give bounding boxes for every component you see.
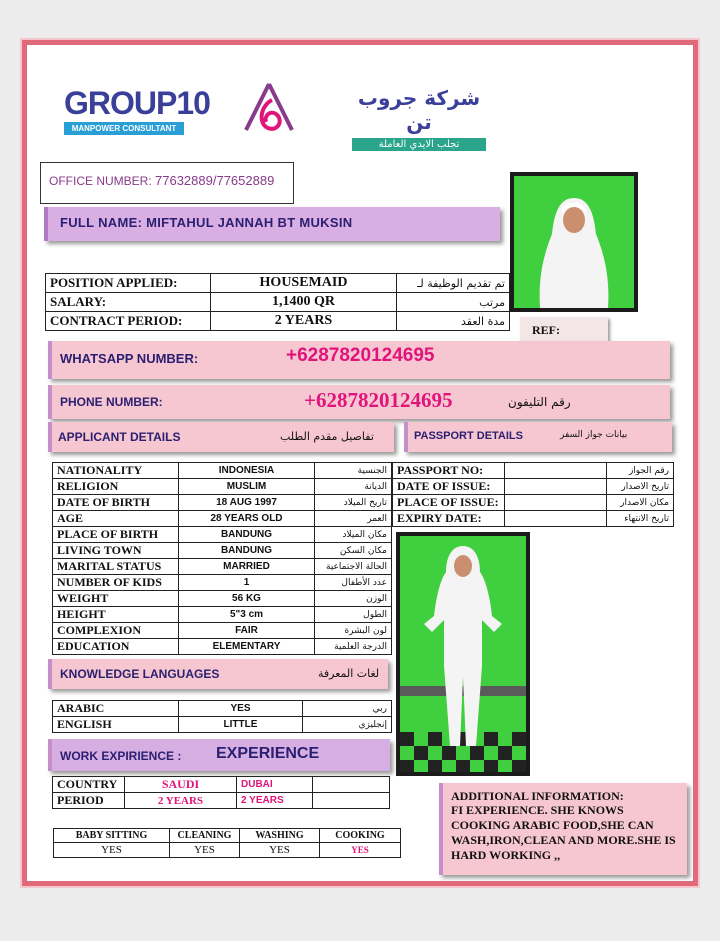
phone-label: PHONE NUMBER:	[60, 395, 163, 409]
additional-info-title: ADDITIONAL INFORMATION:	[451, 789, 624, 803]
applicant-ar: عدد الأطفال	[315, 575, 392, 591]
languages-table	[52, 700, 392, 733]
passport-row	[393, 511, 674, 527]
applicant-details-bar	[48, 422, 394, 452]
passport-value	[505, 463, 607, 479]
work-experience-value: EXPERIENCE	[216, 745, 320, 762]
skill-label-washing: WASHING	[240, 829, 320, 843]
position-value: HOUSEMAID	[211, 274, 397, 293]
office-number-value: 77632889/77652889	[155, 173, 275, 188]
applicant-ar: الديانة	[315, 479, 392, 495]
passport-table	[392, 462, 674, 527]
full-name-bar	[44, 207, 500, 241]
applicant-ar: تاريخ الميلاد	[315, 495, 392, 511]
logo-main-text: GROUP10	[64, 85, 210, 121]
ref-label: REF:	[532, 323, 560, 337]
applicant-row	[53, 543, 392, 559]
passport-details-bar	[404, 422, 672, 452]
position-label: POSITION APPLIED:	[46, 274, 211, 293]
period-label: PERIOD	[53, 793, 125, 809]
language-row	[53, 701, 392, 717]
applicant-label: PLACE OF BIRTH	[53, 527, 179, 543]
applicant-label: LIVING TOWN	[53, 543, 179, 559]
country-3	[313, 777, 390, 793]
period-3	[313, 793, 390, 809]
language-ar: ربي	[303, 701, 392, 717]
applicant-label: NUMBER OF KIDS	[53, 575, 179, 591]
passport-value	[505, 479, 607, 495]
applicant-table	[52, 462, 392, 655]
applicant-value: 28 YEARS OLD	[179, 511, 315, 527]
passport-row	[393, 479, 674, 495]
applicant-value: 5"3 cm	[179, 607, 315, 623]
portrait-photo	[510, 172, 638, 312]
applicant-row	[53, 527, 392, 543]
position-label: SALARY:	[46, 293, 211, 312]
skill-label-cleaning: CLEANING	[170, 829, 240, 843]
office-number-label: OFFICE NUMBER:	[49, 174, 156, 188]
applicant-row	[53, 575, 392, 591]
position-table	[45, 273, 510, 331]
position-row	[46, 312, 510, 331]
applicant-value: MUSLIM	[179, 479, 315, 495]
phone-number: +6287820124695	[304, 388, 453, 412]
position-row	[46, 293, 510, 312]
passport-label: PASSPORT NO:	[393, 463, 505, 479]
applicant-row	[53, 479, 392, 495]
applicant-row	[53, 591, 392, 607]
applicant-ar: الحالة الاجتماعية	[315, 559, 392, 575]
phone-label-ar: رقم التليفون	[508, 395, 571, 409]
work-experience-label: WORK EXPIRIENCE :	[60, 749, 182, 763]
arabic-company-sub: تجلب الايدي العاملة	[352, 138, 486, 151]
arabic-company-name: شركة جروب تن	[357, 86, 481, 134]
whatsapp-label: WHATSAPP NUMBER:	[60, 351, 199, 366]
applicant-label: NATIONALITY	[53, 463, 179, 479]
whatsapp-bar	[48, 341, 670, 379]
country-label: COUNTRY	[53, 777, 125, 793]
applicant-label: DATE OF BIRTH	[53, 495, 179, 511]
applicant-value: BANDUNG	[179, 543, 315, 559]
passport-label: DATE OF ISSUE:	[393, 479, 505, 495]
language-value: YES	[179, 701, 303, 717]
logo-sub-text: MANPOWER CONSULTANT	[64, 122, 184, 135]
whatsapp-number: +6287820124695	[286, 345, 435, 366]
position-row	[46, 274, 510, 293]
person-full-figure-icon	[400, 536, 526, 772]
passport-ar: مكان الاصدار	[607, 495, 674, 511]
applicant-row	[53, 623, 392, 639]
passport-row	[393, 463, 674, 479]
applicant-row	[53, 495, 392, 511]
passport-details-ar: بيانات جواز السفر	[560, 430, 628, 440]
passport-value	[505, 511, 607, 527]
language-ar: إنجليزي	[303, 717, 392, 733]
applicant-value: 18 AUG 1997	[179, 495, 315, 511]
applicant-ar: لون البشرة	[315, 623, 392, 639]
language-label: ENGLISH	[53, 717, 179, 733]
passport-value	[505, 495, 607, 511]
skill-value-washing: YES	[240, 843, 320, 858]
skill-value-cleaning: YES	[170, 843, 240, 858]
applicant-value: FAIR	[179, 623, 315, 639]
arabic-logo	[352, 86, 486, 150]
applicant-value: INDONESIA	[179, 463, 315, 479]
applicant-label: RELIGION	[53, 479, 179, 495]
passport-row	[393, 495, 674, 511]
phone-bar	[48, 385, 670, 419]
applicant-label: EDUCATION	[53, 639, 179, 655]
applicant-row	[53, 607, 392, 623]
skill-label-baby-sitting: BABY SITTING	[54, 829, 170, 843]
position-ar: مدة العقد	[397, 312, 510, 331]
position-ar: مرتب	[397, 293, 510, 312]
applicant-value: BANDUNG	[179, 527, 315, 543]
applicant-details-label: APPLICANT DETAILS	[58, 430, 181, 444]
applicant-row	[53, 511, 392, 527]
office-number-box	[40, 162, 294, 204]
applicant-ar: الطول	[315, 607, 392, 623]
skill-value-baby-sitting: YES	[54, 843, 170, 858]
applicant-label: HEIGHT	[53, 607, 179, 623]
applicant-ar: مكان السكن	[315, 543, 392, 559]
applicant-value: 56 KG	[179, 591, 315, 607]
full-name-text: FULL NAME: MIFTAHUL JANNAH BT MUKSIN	[60, 215, 353, 230]
passport-ar: تاريخ الانتهاء	[607, 511, 674, 527]
position-label: CONTRACT PERIOD:	[46, 312, 211, 331]
position-value: 1,1400 QR	[211, 293, 397, 312]
country-2: DUBAI	[237, 777, 313, 793]
position-value: 2 YEARS	[211, 312, 397, 331]
passport-details-label: PASSPORT DETAILS	[414, 430, 523, 442]
applicant-label: AGE	[53, 511, 179, 527]
languages-bar	[48, 659, 388, 689]
passport-label: PLACE OF ISSUE:	[393, 495, 505, 511]
applicant-value: MARRIED	[179, 559, 315, 575]
applicant-value: 1	[179, 575, 315, 591]
applicant-label: WEIGHT	[53, 591, 179, 607]
ref-box	[520, 317, 608, 341]
group10-emblem-icon	[242, 80, 296, 138]
skill-value-cooking: YES	[320, 843, 401, 858]
language-value: LITTLE	[179, 717, 303, 733]
applicant-ar: العمر	[315, 511, 392, 527]
language-row	[53, 717, 392, 733]
languages-ar: لغات المعرفة	[318, 667, 380, 680]
position-ar: تم تقديم الوظيفة لـ	[397, 274, 510, 293]
applicant-details-ar: تفاصيل مقدم الطلب	[280, 430, 374, 443]
work-table	[52, 776, 390, 809]
country-1: SAUDI	[125, 777, 237, 793]
applicant-ar: مكان الميلاد	[315, 527, 392, 543]
applicant-row	[53, 559, 392, 575]
applicant-ar: الدرجة العلمية	[315, 639, 392, 655]
work-experience-bar	[48, 739, 390, 771]
applicant-ar: الجنسية	[315, 463, 392, 479]
languages-label: KNOWLEDGE LANGUAGES	[60, 667, 220, 681]
additional-info-body: FI EXPERIENCE. SHE KNOWS COOKING ARABIC FOOD,SHE CAN WASH,IRON,CLEAN AND MORE.SHE IS HARD WORKING ,,	[451, 803, 676, 862]
passport-label: EXPIRY DATE:	[393, 511, 505, 527]
group10-logo	[64, 85, 210, 141]
language-label: ARABIC	[53, 701, 179, 717]
period-2: 2 YEARS	[237, 793, 313, 809]
full-body-photo	[396, 532, 530, 776]
passport-ar: تاريخ الاصدار	[607, 479, 674, 495]
skills-table	[53, 828, 401, 858]
additional-info-box	[439, 783, 687, 875]
skill-label-cooking: COOKING	[320, 829, 401, 843]
period-1: 2 YEARS	[125, 793, 237, 809]
passport-ar: رقم الجواز	[607, 463, 674, 479]
applicant-label: MARITAL STATUS	[53, 559, 179, 575]
applicant-value: ELEMENTARY	[179, 639, 315, 655]
person-figure-icon	[514, 176, 634, 308]
applicant-label: COMPLEXION	[53, 623, 179, 639]
applicant-ar: الوزن	[315, 591, 392, 607]
applicant-row	[53, 463, 392, 479]
applicant-row	[53, 639, 392, 655]
